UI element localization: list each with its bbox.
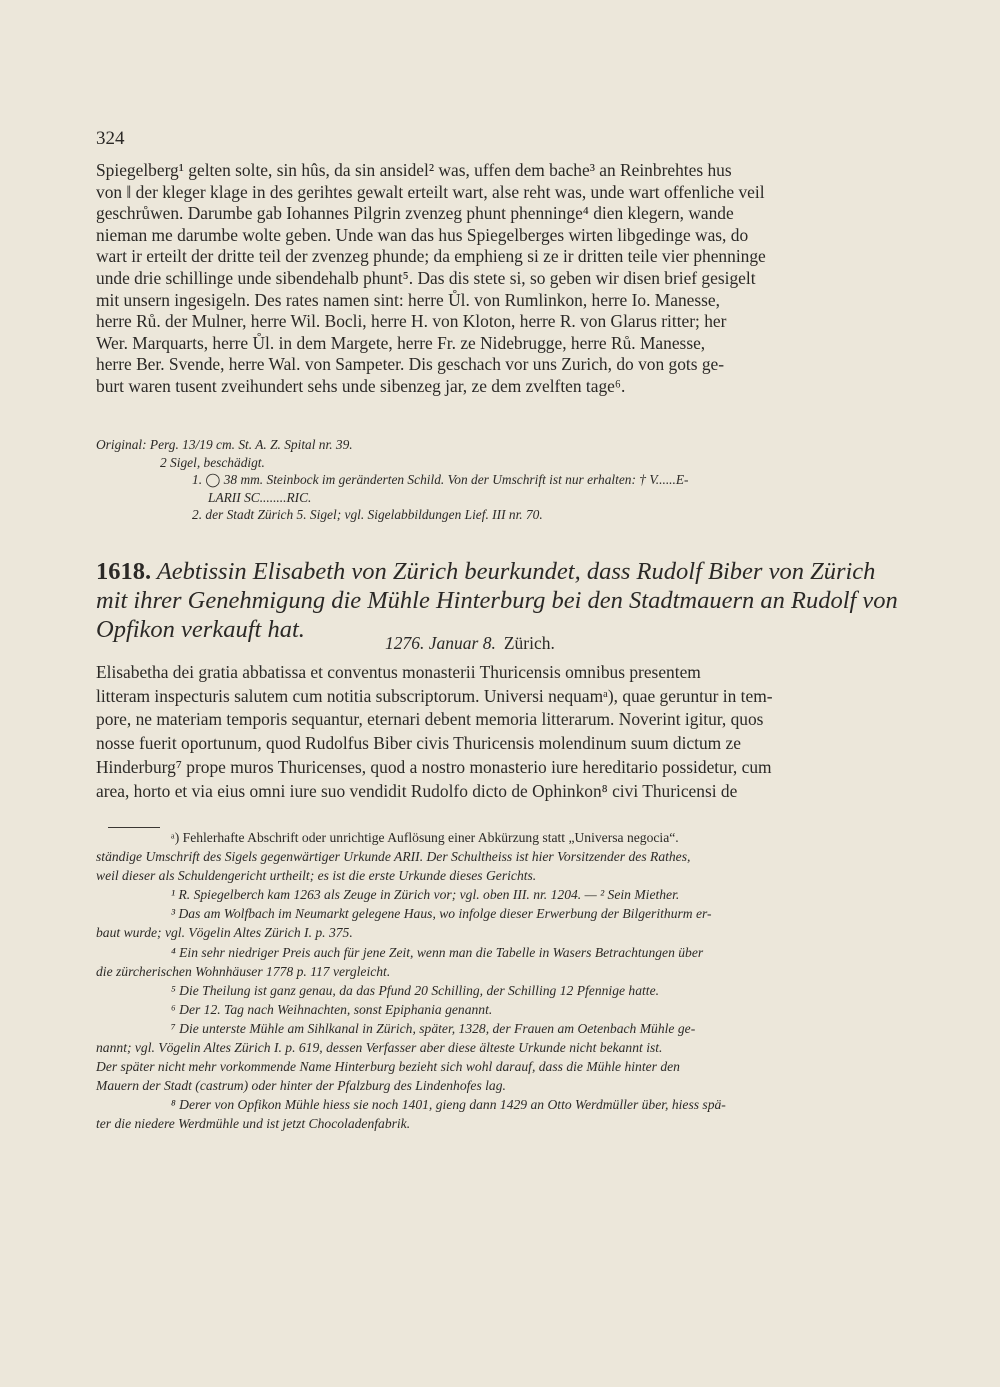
text-line: von ‖ der kleger klage in des gerihtes gewalt erteilt wart, alse reht was, unde wart offenliche veil: [96, 181, 765, 202]
charter-text: [96, 661, 924, 803]
seal-line: 2. der Stadt Zürich 5. Sigel; vgl. Sigelabbildungen Lief. III nr. 70.: [192, 507, 543, 523]
footnote-line: ⁸ Derer von Opfikon Mühle hiess sie noch 1401, gieng dann 1429 an Otto Werdmüller über, hiess spä-: [171, 1097, 726, 1113]
text-line: nosse fuerit oportunum, quod Rudolfus Biber civis Thuricensis molendinum suum dictum ze: [96, 733, 741, 754]
footnote-line: ⁶ Der 12. Tag nach Weihnachten, sonst Epiphania genannt.: [171, 1001, 493, 1017]
text-line: burt waren tusent zveihundert sehs unde sibenzeg jar, ze dem zvelften tage⁶.: [96, 375, 626, 396]
original-description: [96, 436, 924, 524]
text-line: herre Ber. Svende, herre Wal. von Sampeter. Dis geschach vor uns Zurich, do von gots ge-: [96, 354, 725, 375]
seal-line: 1. ◯ 38 mm. Steinbock im geränderten Schild. Von der Umschrift ist nur erhalten: † V......E-: [192, 472, 689, 488]
footnote-line: Der später nicht mehr vorkommende Name Hinterburg bezieht sich wohl darauf, dass die Mühle hinter den: [96, 1059, 680, 1075]
text-line: Elisabetha dei gratia abbatissa et conventus monasterii Thuricensis omnibus presentem: [96, 662, 701, 682]
text-line: Hinderburg⁷ prope muros Thuricenses, quod a nostro monasterio iure hereditario possidetur, cum: [96, 756, 772, 777]
original-line: Original: Perg. 13/19 cm. St. A. Z. Spital nr. 39.: [96, 437, 353, 452]
footnote-line: baut wurde; vgl. Vögelin Altes Zürich I. p. 375.: [96, 925, 353, 941]
footnote-line: nannt; vgl. Vögelin Altes Zürich I. p. 619, dessen Verfasser aber diese älteste Urkunde nicht bekannt ist.: [96, 1040, 663, 1056]
document-heading: [96, 557, 924, 644]
footnote-line: Mauern der Stadt (castrum) oder hinter der Pfalzburg des Lindenhofes lag.: [96, 1078, 506, 1094]
text-line: Wer. Marquarts, herre Ůl. in dem Margete, herre Fr. ze Nidebrugge, herre Rů. Manesse,: [96, 332, 706, 353]
heading-line: Aebtissin Elisabeth von Zürich beurkundet, dass Rudolf Biber von Zürich: [156, 558, 876, 585]
footnote-line: die zürcherischen Wohnhäuser 1778 p. 117 vergleicht.: [96, 963, 391, 979]
text-line: mit unsern ingesigeln. Des rates namen sint: herre Ůl. von Rumlinkon, herre Io. Manesse,: [96, 289, 720, 310]
footnote-line: ⁵ Die Theilung ist ganz genau, da das Pfund 20 Schilling, der Schilling 12 Pfennige hatte.: [171, 982, 660, 998]
charter-text-continued: [96, 160, 924, 398]
footnote-line: ständige Umschrift des Sigels gegenwärtiger Urkunde ARII. Der Schultheiss ist hier Vorsitzender des Rathes,: [96, 849, 691, 865]
page-number: 324: [96, 128, 125, 149]
text-line: wart ir erteilt der dritte teil der zvenzeg phunde; da emphieng si ze ir dritten teile vier phenninge: [96, 246, 766, 267]
document-number: 1618.: [96, 558, 152, 585]
document-date: 1276. Januar 8.: [385, 633, 496, 653]
heading-line: Opfikon verkauft hat.: [96, 616, 305, 643]
footnotes: [96, 828, 924, 1134]
footnote-line: weil dieser als Schuldengericht urtheilt; es ist die erste Urkunde dieses Gerichts.: [96, 868, 537, 884]
footnote-line: ¹ R. Spiegelberch kam 1263 als Zeuge in Zürich vor; vgl. oben III. nr. 1204. — ² Sein Miether.: [171, 887, 680, 903]
seal-count-line: 2 Sigel, beschädigt.: [160, 454, 265, 470]
text-line: unde drie schillinge unde sibendehalb phunt⁵. Das dis stete si, so geben wir disen brief gesigelt: [96, 267, 756, 288]
footnote-line: ⁷ Die unterste Mühle am Sihlkanal in Zürich, später, 1328, der Frauen am Oetenbach Mühle ge-: [171, 1020, 696, 1036]
heading-line: mit ihrer Genehmigung die Mühle Hinterburg bei den Stadtmauern an Rudolf von: [96, 587, 898, 614]
seal-line-continued: LARII SC........RIC.: [208, 489, 312, 505]
footnote-line: ter die niedere Werdmühle und ist jetzt Chocoladenfabrik.: [96, 1116, 411, 1132]
text-line: herre Rů. der Mulner, herre Wil. Bocli, herre H. von Kloton, herre R. von Glarus ritter; her: [96, 311, 727, 332]
document-place: Zürich.: [503, 633, 555, 653]
text-line: pore, ne materiam temporis sequantur, eternari debent memoria litterarum. Noverint igitur, quos: [96, 709, 764, 730]
footnote-line: ᵃ) Fehlerhafte Abschrift oder unrichtige Auflösung einer Abkürzung statt „Universa negocia“.: [171, 830, 679, 845]
text-line: area, horto et via eius omni iure suo vendidit Rudolfo dicto de Ophinkon⁸ civi Thuricensi de: [96, 780, 738, 801]
text-line: Spiegelberg¹ gelten solte, sin hûs, da sin ansidel² was, uffen dem bache³ an Reinbrehtes hus: [96, 160, 732, 180]
dateline: [385, 633, 555, 654]
text-line: nieman me darumbe wolte geben. Unde wan das hus Spiegelberges wirten libgedinge was, do: [96, 224, 749, 245]
text-line: litteram inspecturis salutem cum notitia subscriptorum. Universi nequamᵃ), quae geruntur in tem-: [96, 685, 773, 706]
footnote-line: ⁴ Ein sehr niedriger Preis auch für jene Zeit, wenn man die Tabelle in Wasers Betrachtungen über: [171, 944, 704, 960]
text-line: geschrůwen. Darumbe gab Iohannes Pilgrin zvenzeg phunt phenninge⁴ dien klegern, wande: [96, 203, 734, 224]
footnote-line: ³ Das am Wolfbach im Neumarkt gelegene Haus, wo infolge dieser Erwerbung der Bilgerithurm er-: [171, 906, 712, 922]
